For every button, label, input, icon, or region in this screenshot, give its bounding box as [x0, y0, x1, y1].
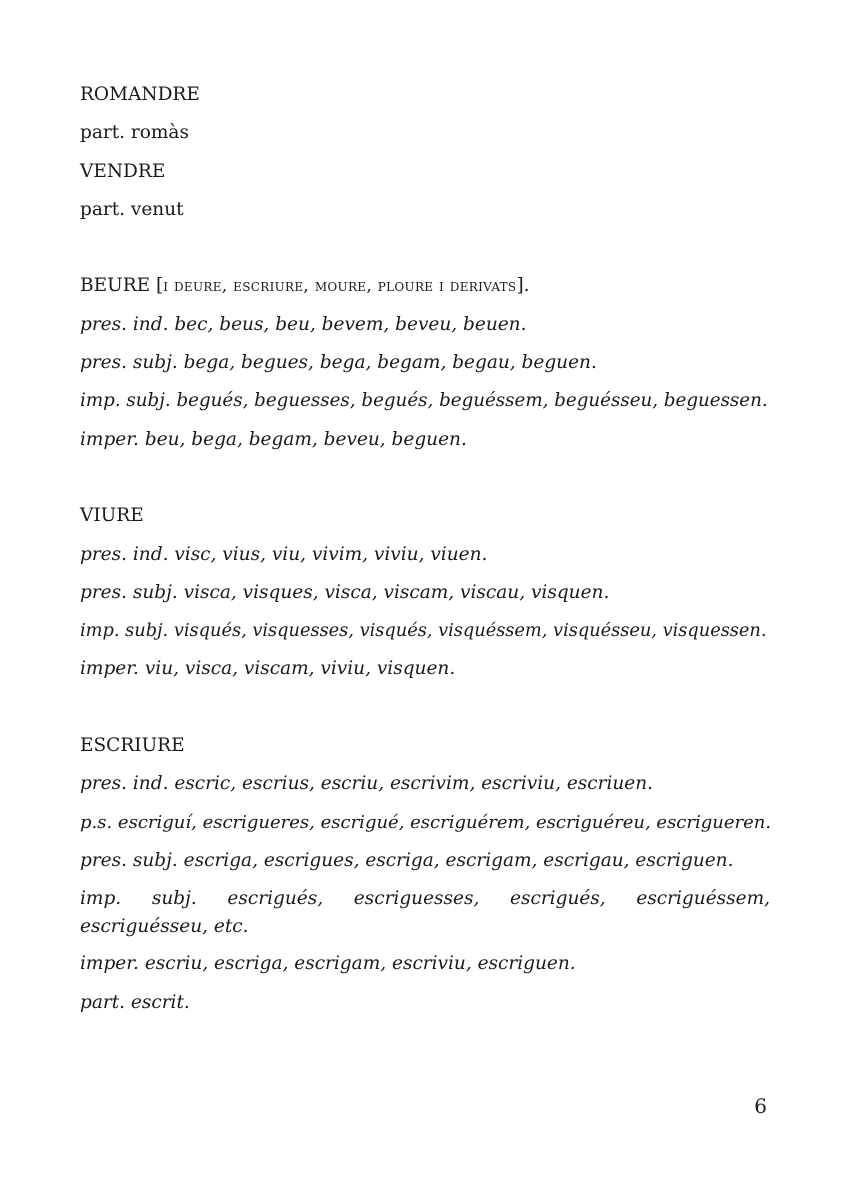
verb-heading-romandre: ROMANDRE: [80, 84, 200, 105]
beure-imper: imper. beu, bega, begam, beveu, beguen.: [80, 428, 467, 450]
note-small-caps: i deure, escriure, moure, ploure i derivats: [163, 276, 517, 297]
note-close-bracket: ].: [516, 275, 530, 297]
participle-romandre: part. romàs: [80, 122, 189, 144]
verb-heading-viure: VIURE: [80, 505, 144, 527]
section-spacer: [80, 459, 770, 497]
verb-heading-beure-label: BEURE: [80, 275, 151, 297]
verb-heading-escriure: ESCRIURE: [80, 735, 185, 757]
escriure-imp-subj: imp. subj. escrigués, escriguesses, escrigués, escriguéssem, escriguésseu, etc.: [80, 888, 770, 938]
section-spacer: [80, 689, 770, 727]
page-number: 6: [754, 1094, 767, 1118]
beure-pres-ind: pres. ind. bec, beus, beu, bevem, beveu, beuen.: [80, 313, 527, 335]
viure-pres-ind: pres. ind. visc, vius, viu, vivim, viviu, viuen.: [80, 543, 488, 565]
viure-pres-subj: pres. subj. visca, visques, visca, viscam, viscau, visquen.: [80, 581, 610, 603]
section-spacer: [80, 229, 770, 267]
escriure-participle: part. escrit.: [80, 991, 190, 1013]
viure-imp-subj: imp. subj. visqués, visquesses, visqués, visquéssem, visquésseu, visquessen.: [80, 621, 767, 642]
verb-heading-beure: [80, 267, 770, 305]
beure-note: [156, 275, 530, 296]
beure-imp-subj: imp. subj. begués, beguesses, begués, beguéssem, beguésseu, beguessen.: [80, 390, 768, 412]
viure-imper: imper. viu, visca, viscam, viviu, visquen.: [80, 658, 456, 680]
escriure-imper: imper. escriu, escriga, escrigam, escriviu, escriguen.: [80, 953, 576, 975]
page-content: [80, 76, 770, 1022]
verb-heading-vendre: VENDRE: [80, 160, 166, 182]
beure-pres-subj: pres. subj. bega, begues, bega, begam, begau, beguen.: [80, 352, 597, 374]
escriure-pres-subj: pres. subj. escriga, escrigues, escriga, escrigam, escrigau, escriguen.: [80, 849, 734, 871]
escriure-pres-ind: pres. ind. escric, escrius, escriu, escrivim, escriviu, escriuen.: [80, 773, 654, 795]
note-open-bracket: [: [156, 275, 164, 297]
participle-vendre: part. venut: [80, 198, 184, 220]
escriure-ps: p.s. escriguí, escrigueres, escrigué, escriguérem, escriguéreu, escrigueren.: [80, 811, 772, 833]
